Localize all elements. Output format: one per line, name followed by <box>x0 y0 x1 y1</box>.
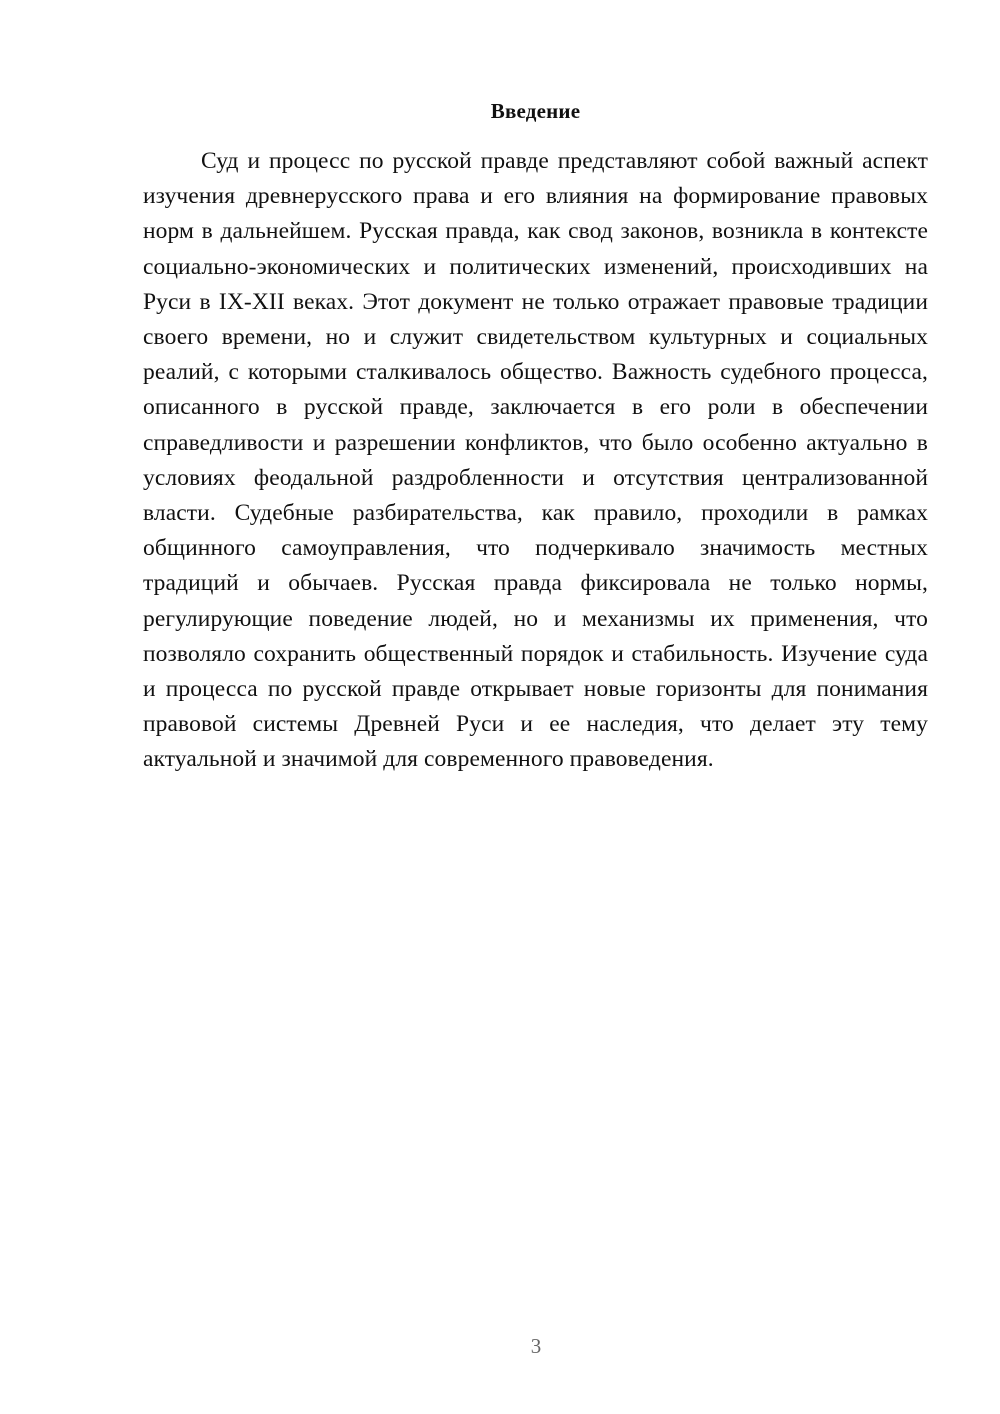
section-heading: Введение <box>490 99 581 123</box>
page-number: 3 <box>530 1334 542 1358</box>
introduction-paragraph: Суд и процесс по русской правде представляют собой важный аспект изучения древнерусского права и его влияния на формирование правовых норм в дальнейшем. Русская правда, как свод законов, возникла в контексте социально-экономических и политических изменений, происходивших на Руси в IX-XII веках. Этот документ не только отражает правовые традиции своего времени, но и служит свидетельством культурных и социальных реалий, с которыми сталкивалось общество. Важность судебного процесса, описанного в русской правде, заключается в его роли в обеспечении справедливости и разрешении конфликтов, что было особенно актуально в условиях феодальной раздробленности и отсутствия централизованной власти. Судебные разбирательства, как правило, проходили в рамках общинного самоуправления, что подчеркивало значимость местных традиций и обычаев. Русская правда фиксировала не только нормы, регулирующие поведение людей, но и механизмы их применения, что позволяло сохранить общественный порядок и стабильность. Изучение суда и процесса по русской правде открывает новые горизонты для понимания правовой системы Древней Руси и ее наследия, что делает эту тему актуальной и значимой для современного правоведения. <box>143 148 928 773</box>
